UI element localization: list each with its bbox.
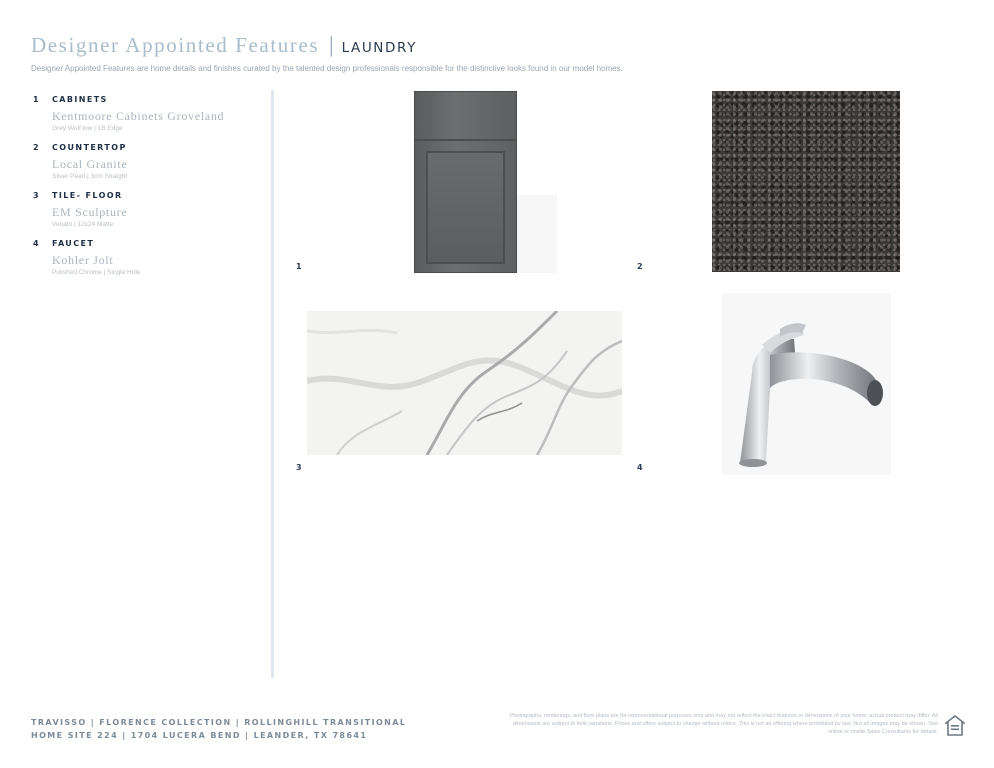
- cabinet-panel: [426, 151, 505, 264]
- footer-homesite-line: HOME SITE 224 | 1704 LUCERA BEND | LEANDER, TX 78641: [31, 731, 368, 740]
- feature-item-cabinets: [33, 95, 258, 132]
- feature-category: TILE- FLOOR: [52, 191, 123, 200]
- feature-item-faucet: [33, 239, 258, 276]
- cabinet-shadow: [517, 195, 557, 273]
- equal-housing-icon: [945, 715, 965, 737]
- faucet-icon: [722, 293, 891, 475]
- feature-name: Kentmoore Cabinets Groveland: [52, 109, 225, 123]
- feature-number: 4: [33, 239, 40, 248]
- feature-item-countertop: [33, 143, 258, 180]
- room-name: LAUNDRY: [341, 40, 417, 56]
- footer-address: [31, 716, 406, 742]
- feature-name: Kohler Jolt: [52, 253, 114, 267]
- feature-detail: Venato | 12x24 Matte: [52, 221, 114, 228]
- feature-detail: Silver Pearl | 3cm Straight: [52, 173, 128, 180]
- cabinet-door-swatch: [414, 91, 517, 273]
- image-label-2: 2: [637, 262, 643, 271]
- image-label-4: 4: [637, 463, 643, 472]
- feature-name: EM Sculpture: [52, 205, 128, 219]
- feature-category: FAUCET: [52, 239, 95, 248]
- vertical-divider: [271, 90, 274, 678]
- cabinet-rail: [415, 139, 516, 141]
- feature-number: 1: [33, 95, 40, 104]
- granite-swatch: [712, 91, 900, 272]
- page-header: [31, 32, 971, 73]
- faucet-photo: [722, 293, 891, 475]
- title-row: [31, 32, 971, 58]
- feature-item-tile-floor: [33, 191, 258, 228]
- title-separator: |: [329, 32, 334, 57]
- page-title: Designer Appointed Features: [31, 33, 320, 57]
- feature-detail: Grey Wolf low | 1B Edge: [52, 125, 123, 132]
- image-label-3: 3: [296, 463, 302, 472]
- features-list: [33, 95, 258, 287]
- marble-veining: [307, 311, 622, 455]
- footer-disclaimer: Photographs, renderings, and floor plans are for representational purposes only and may not reflect the exact features or dimensions of your home; actual product may differ. All dimensions are subject to field variations. Prices and offers subject to change without notice. This is not an offering where prohibited by law. Not all images may be shown. See online or onsite Sales Consultants for details.: [509, 713, 938, 735]
- page-subtitle: Designer Appointed Features are home details and finishes curated by the talented design professionals responsible for the distinctive looks found in our model homes.: [31, 64, 623, 73]
- feature-number: 2: [33, 143, 40, 152]
- feature-name: Local Granite: [52, 157, 128, 171]
- marble-tile-swatch: [307, 311, 622, 455]
- footer-community-line: TRAVISSO | FLORENCE COLLECTION | ROLLINGHILL TRANSITIONAL: [31, 718, 407, 727]
- feature-category: COUNTERTOP: [52, 143, 127, 152]
- image-label-1: 1: [296, 262, 302, 271]
- feature-detail: Polished Chrome | Single Hole: [52, 269, 141, 276]
- feature-category: CABINETS: [52, 95, 108, 104]
- feature-number: 3: [33, 191, 40, 200]
